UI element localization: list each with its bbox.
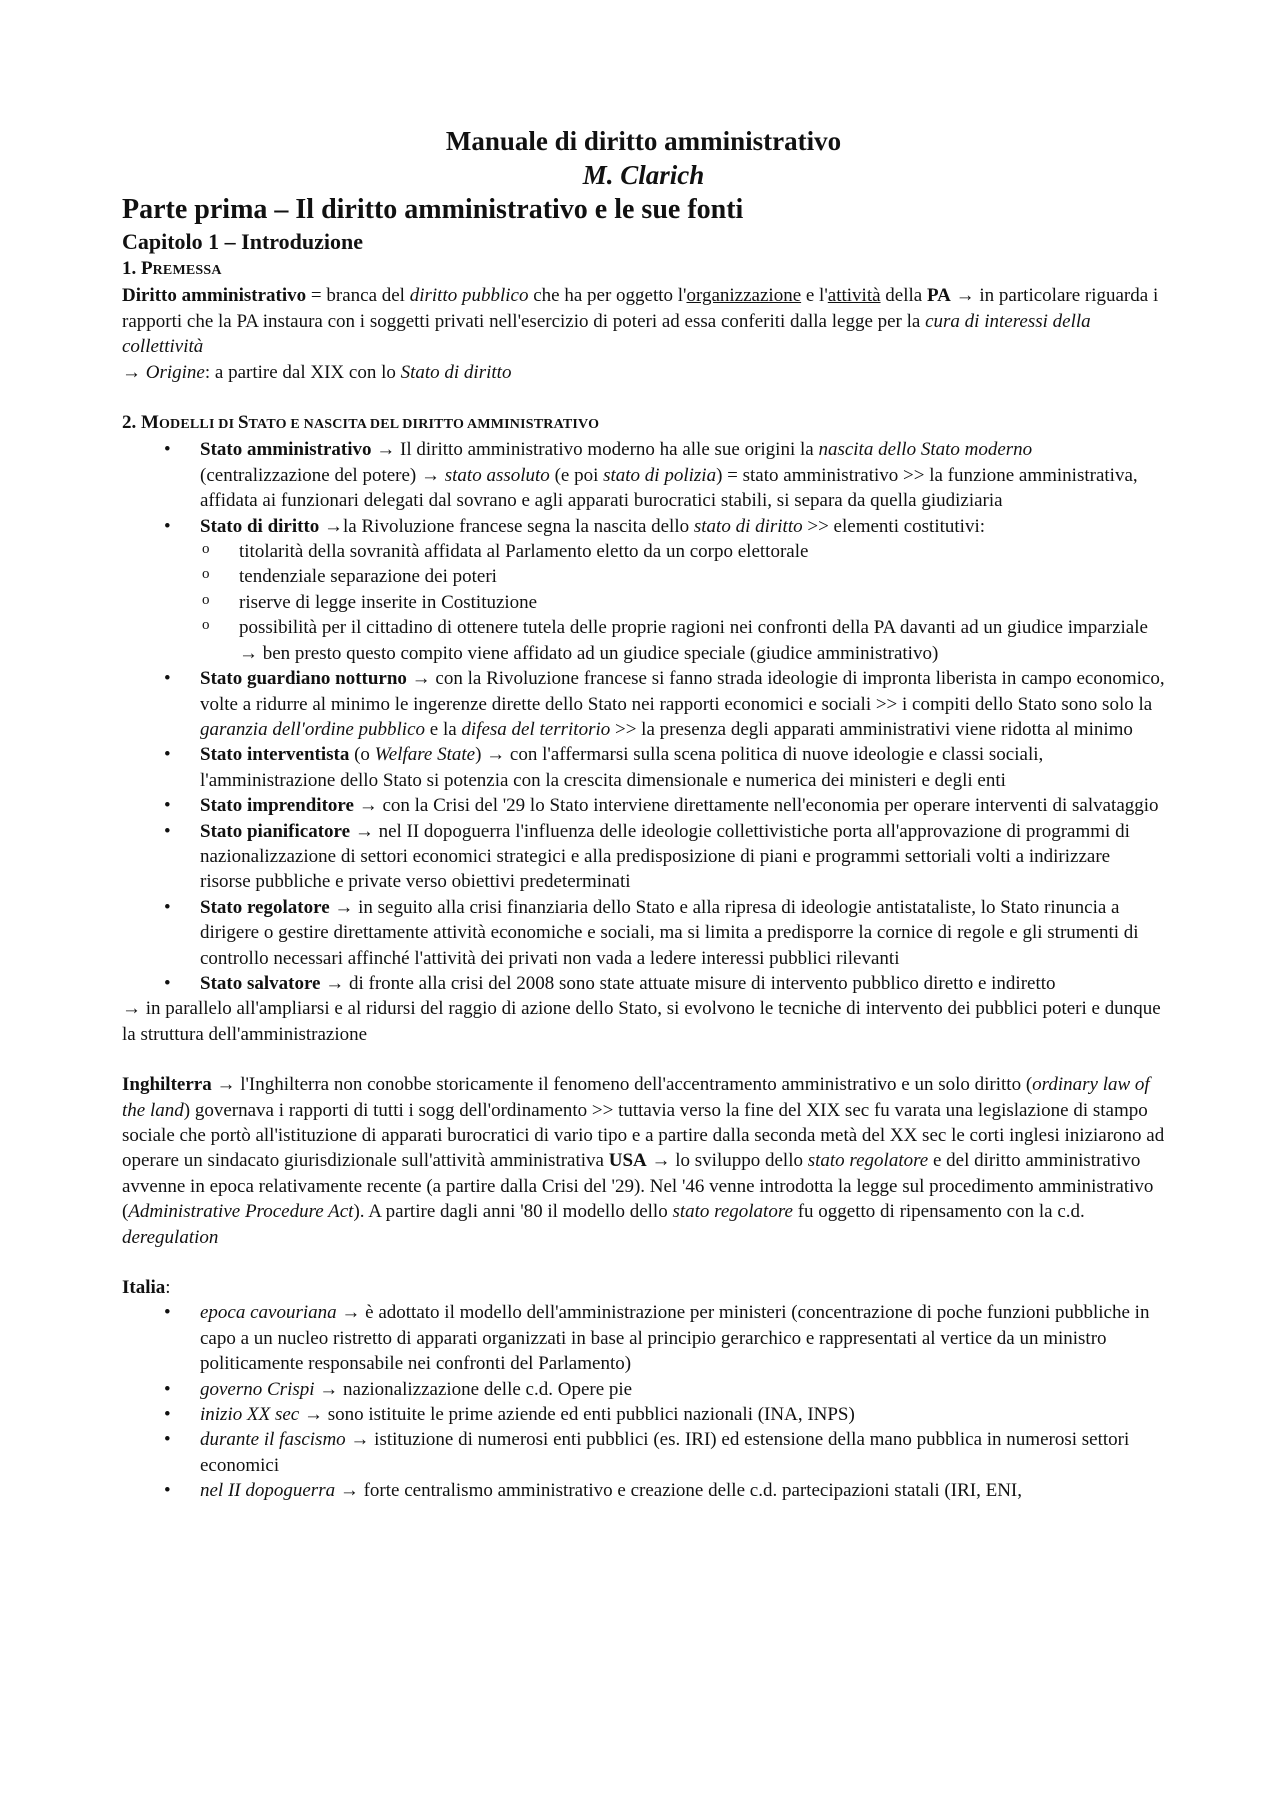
document-author: M. Clarich [582,160,705,190]
bullet-icon: • [164,744,171,766]
list-item: • Stato guardiano notturno → con la Rivoluzione francese si fanno strada ideologie di impronta liberista in campo economico, volte a ridurre al minimo le ingerenze dirette dello Stato nei rapporti economici e sociali >> i compiti dello Stato sono solo la garanzia dell'ordine pubblico e la difesa del territorio >> la presenza degli apparati amministrativi viene ridotta al minimo [164,668,1165,740]
bullet-icon: • [164,1378,171,1400]
list-item: • durante il fascismo → istituzione di numerosi enti pubblici (es. IRI) ed estensione della mano pubblica in numerosi settori economici [164,1429,1130,1476]
spacer [122,1047,1165,1072]
bullet-icon: • [164,1404,171,1426]
spacer [122,1250,1165,1275]
circle-bullet-icon: o [202,617,210,634]
section-2-heading: 2. MODELLI DI STATO E NASCITA DEL DIRITTO AMMINISTRATIVO [122,412,600,434]
list-item: • nel II dopoguerra → forte centralismo amministrativo e creazione delle c.d. partecipazioni statali (IRI, ENI, [122,1478,1165,1503]
document-title: Manuale di diritto amministrativo [445,126,842,156]
list-item: • Stato regolatore → in seguito alla crisi finanziaria dello Stato e alla ripresa di ideologie antistataliste, lo Stato rinuncia a dirigere o gestire direttamente attività economiche e sociali, ma si limita a predisporre la cornice di regole e gli strumenti di controllo necessari affinché l'attività dei privati non vada a ledere interessi pubblici rilevanti [164,896,1139,969]
bullet-icon: • [164,1302,171,1324]
list-item: • Stato di diritto →la Rivoluzione francese segna la nascita dello stato di diritto >> elementi costitutivi: o titolarità della sovranità affidata al Parlamento eletto da un corpo elettorale o tendenziale separazione dei poteri o riserve di legge inserite in Costituzione o possibilità per il cittadino di ottenere tutela delle proprie ragioni nei confronti della PA davanti ad un giudice imparziale → ben presto questo compito viene affidato ad un giudice speciale (giudice amministrativo) [122,514,1165,666]
section-1-heading: 1. PREMESSA [122,258,222,279]
list-item: • governo Crispi → nazionalizzazione delle c.d. Opere pie [122,1377,1165,1402]
list-item: • epoca cavouriana → è adottato il modello dell'amministrazione per ministeri (concentrazione di poche funzioni pubbliche in capo a un nucleo ristretto di apparati organizzati in base al principio gerarchico e rappresentati al vertice da un ministro politicamente responsabile nei confronti del Parlamento) [164,1302,1150,1375]
definition-paragraph: Diritto amministrativo = branca del diritto pubblico che ha per oggetto l'organizzazione e l'attività della PA → in particolare riguarda i rapporti che la PA instaura con i soggetti privati nell'esercizio di poteri ad essa conferiti dalla legge per la cura di interessi della collettività [122,285,1159,358]
part-heading: Parte prima – Il diritto amministrativo e le sue fonti [122,194,744,225]
bullet-icon: • [164,668,171,690]
bullet-icon: • [164,1429,171,1451]
italy-list [122,1300,1165,1503]
chapter-heading: Capitolo 1 – Introduzione [122,229,364,254]
bullet-icon: • [164,820,171,842]
circle-bullet-icon: o [202,566,210,583]
sub-list-item: o titolarità della sovranità affidata al Parlamento eletto da un corpo elettorale [200,539,1165,564]
bullet-icon: • [164,795,171,817]
list-item: • inizio XX sec → sono istituite le prime aziende ed enti pubblici nazionali (INA, INPS) [122,1402,1165,1427]
section-1-number: 1. [122,258,141,279]
evolution-paragraph: → in parallelo all'ampliarsi e al ridursi del raggio di azione dello Stato, si evolvono le tecniche di intervento dei pubblici poteri e dunque la struttura dell'amministrazione [122,998,1161,1045]
sub-list-item: o tendenziale separazione dei poteri [200,564,1165,589]
list-item: • Stato imprenditore → con la Crisi del '29 lo Stato interviene direttamente nell'economia per operare interventi di salvataggio [122,793,1165,818]
sub-list-item: o riserve di legge inserite in Costituzione [200,590,1165,615]
list-item: • Stato salvatore → di fronte alla crisi del 2008 sono state attuate misure di intervento pubblico diretto e indiretto [122,971,1165,996]
bullet-icon: • [164,1480,171,1502]
sub-list-item: o possibilità per il cittadino di ottenere tutela delle proprie ragioni nei confronti della PA davanti ad un giudice imparziale → ben presto questo compito viene affidato ad un giudice speciale (giudice amministrativo) [200,615,1165,666]
england-paragraph: Inghilterra → l'Inghilterra non conobbe storicamente il fenomeno dell'accentramento amministrativo e un solo diritto (ordinary law of the land) governava i rapporti di tutti i sogg dell'ordinamento >> tuttavia verso la fine del XIX sec fu varata una legislazione di stampo sociale che portò all'istituzione di apparati burocratici di vario tipo e a partire dalla seconda metà del XX sec le corti inglesi iniziarono ad operare un sindacato giurisdizionale sull'attività amministrativa USA → lo sviluppo dello stato regolatore e del diritto amministrativo avvenne in epoca relativamente recente (a partire dalla Crisi del '29). Nel '46 venne introdotta la legge sul procedimento amministrativo (Administrative Procedure Act). A partire dagli anni '80 il modello dello stato regolatore fu oggetto di ripensamento con la c.d. deregulation [122,1074,1165,1248]
bullet-icon: • [164,896,171,918]
italy-heading: Italia: [122,1277,171,1299]
state-models-list [122,437,1165,996]
bullet-icon: • [164,972,171,994]
definition-term: Diritto amministrativo [122,285,307,307]
circle-bullet-icon: o [202,541,210,558]
list-item: • Stato interventista (o Welfare State) → con l'affermarsi sulla scena politica di nuove ideologie e classi sociali, l'amministrazione dello Stato si potenzia con la crescita dimensionale e numerica dei ministeri e degli enti [164,744,1044,791]
bullet-icon: • [164,439,171,461]
rule-of-law-elements-list [200,539,1165,666]
bullet-icon: • [164,515,171,537]
spacer [122,385,1165,410]
circle-bullet-icon: o [202,591,210,608]
section-2-number: 2. [122,412,141,434]
list-item: • Stato amministrativo → Il diritto amministrativo moderno ha alle sue origini la nascita dello Stato moderno (centralizzazione del potere) → stato assoluto (e poi stato di polizia) = stato amministrativo >> la funzione amministrativa, affidata ai funzionari delegati dal sovrano e agli apparati burocratici stabili, si separa da quella giudiziaria [164,439,1138,512]
origin-line: → Origine: a partire dal XIX con lo Stato di diritto [122,361,512,383]
list-item: • Stato pianificatore → nel II dopoguerra l'influenza delle ideologie collettivistiche porta all'approvazione di programmi di nazionalizzazione di settori economici strategici e alla predisposizione di piani e programmi settoriali volti a indirizzare risorse pubbliche e private verso obiettivi predeterminati [164,820,1130,893]
